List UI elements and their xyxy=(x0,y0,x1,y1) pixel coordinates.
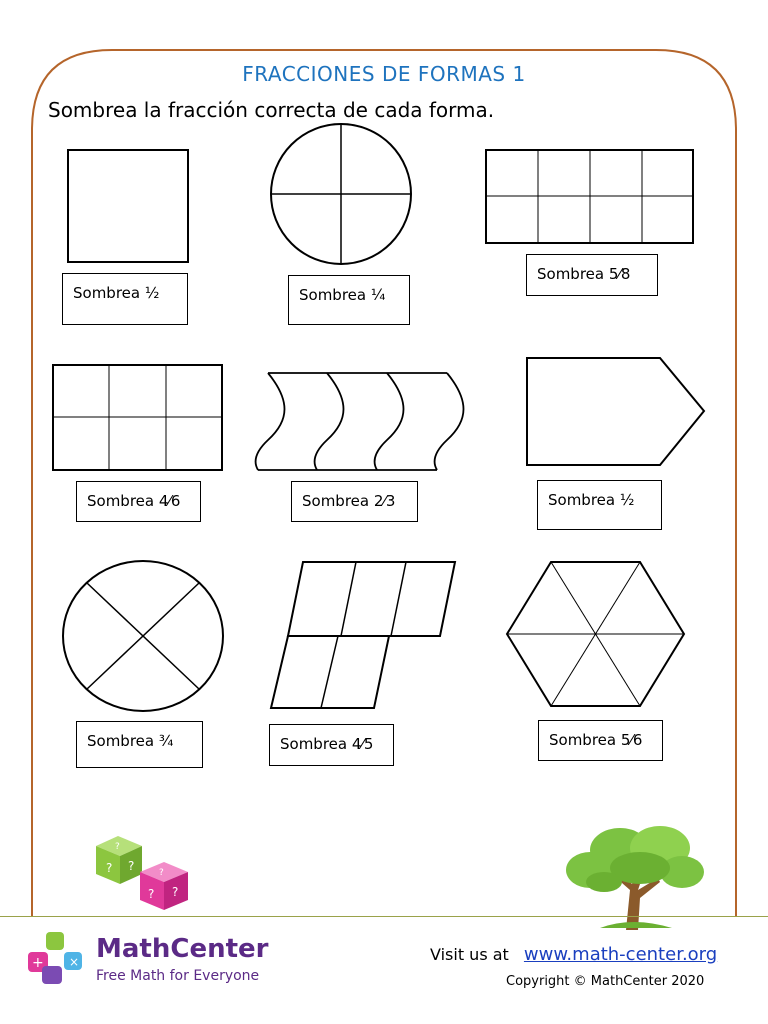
label-box-8: Sombrea 4⁄5 xyxy=(269,724,394,766)
shape-parallelograms-5 xyxy=(271,562,455,708)
shape-square xyxy=(68,150,188,262)
shape-wavy-3-parts xyxy=(256,373,464,470)
svg-text:?: ? xyxy=(128,859,135,873)
svg-text:?: ? xyxy=(115,842,120,852)
shape-pentagon-arrow xyxy=(527,358,704,465)
brand-tagline: Free Math for Everyone xyxy=(96,968,260,984)
copyright: Copyright © MathCenter 2020 xyxy=(506,974,705,989)
visit-line xyxy=(430,944,717,965)
worksheet-title: FRACCIONES DE FORMAS 1 xyxy=(242,62,526,86)
label-box-6: Sombrea ½ xyxy=(537,480,662,530)
svg-text:+: + xyxy=(32,955,44,971)
shape-circle-x-quarters xyxy=(63,561,223,711)
shape-circle-quarters xyxy=(271,124,411,264)
label-box-2: Sombrea ¼ xyxy=(288,275,410,325)
tree-icon xyxy=(560,820,706,930)
svg-text:?: ? xyxy=(159,868,164,878)
dice-icon xyxy=(92,832,198,912)
svg-text:?: ? xyxy=(148,887,155,901)
mathcenter-logo-icon xyxy=(24,930,88,986)
label-box-3: Sombrea 5⁄8 xyxy=(526,254,658,296)
visit-label: Visit us at xyxy=(430,945,509,964)
footer-divider xyxy=(0,916,768,917)
svg-text:?: ? xyxy=(106,861,113,875)
label-box-4: Sombrea 4⁄6 xyxy=(76,481,201,522)
label-box-9: Sombrea 5⁄6 xyxy=(538,720,663,761)
label-box-7: Sombrea ¾ xyxy=(76,721,203,768)
website-link[interactable]: www.math-center.org xyxy=(523,944,718,965)
worksheet-instruction: Sombrea la fracción correcta de cada forma. xyxy=(48,98,495,122)
svg-text:?: ? xyxy=(172,885,179,899)
shape-rectangle-6-parts xyxy=(53,365,222,470)
label-box-5: Sombrea 2⁄3 xyxy=(291,481,418,522)
shape-rectangle-8-parts xyxy=(486,150,693,243)
brand-name: MathCenter xyxy=(96,934,269,964)
svg-text:×: × xyxy=(69,955,80,969)
shape-hexagon-6-triangles xyxy=(507,562,684,706)
label-box-1: Sombrea ½ xyxy=(62,273,188,325)
